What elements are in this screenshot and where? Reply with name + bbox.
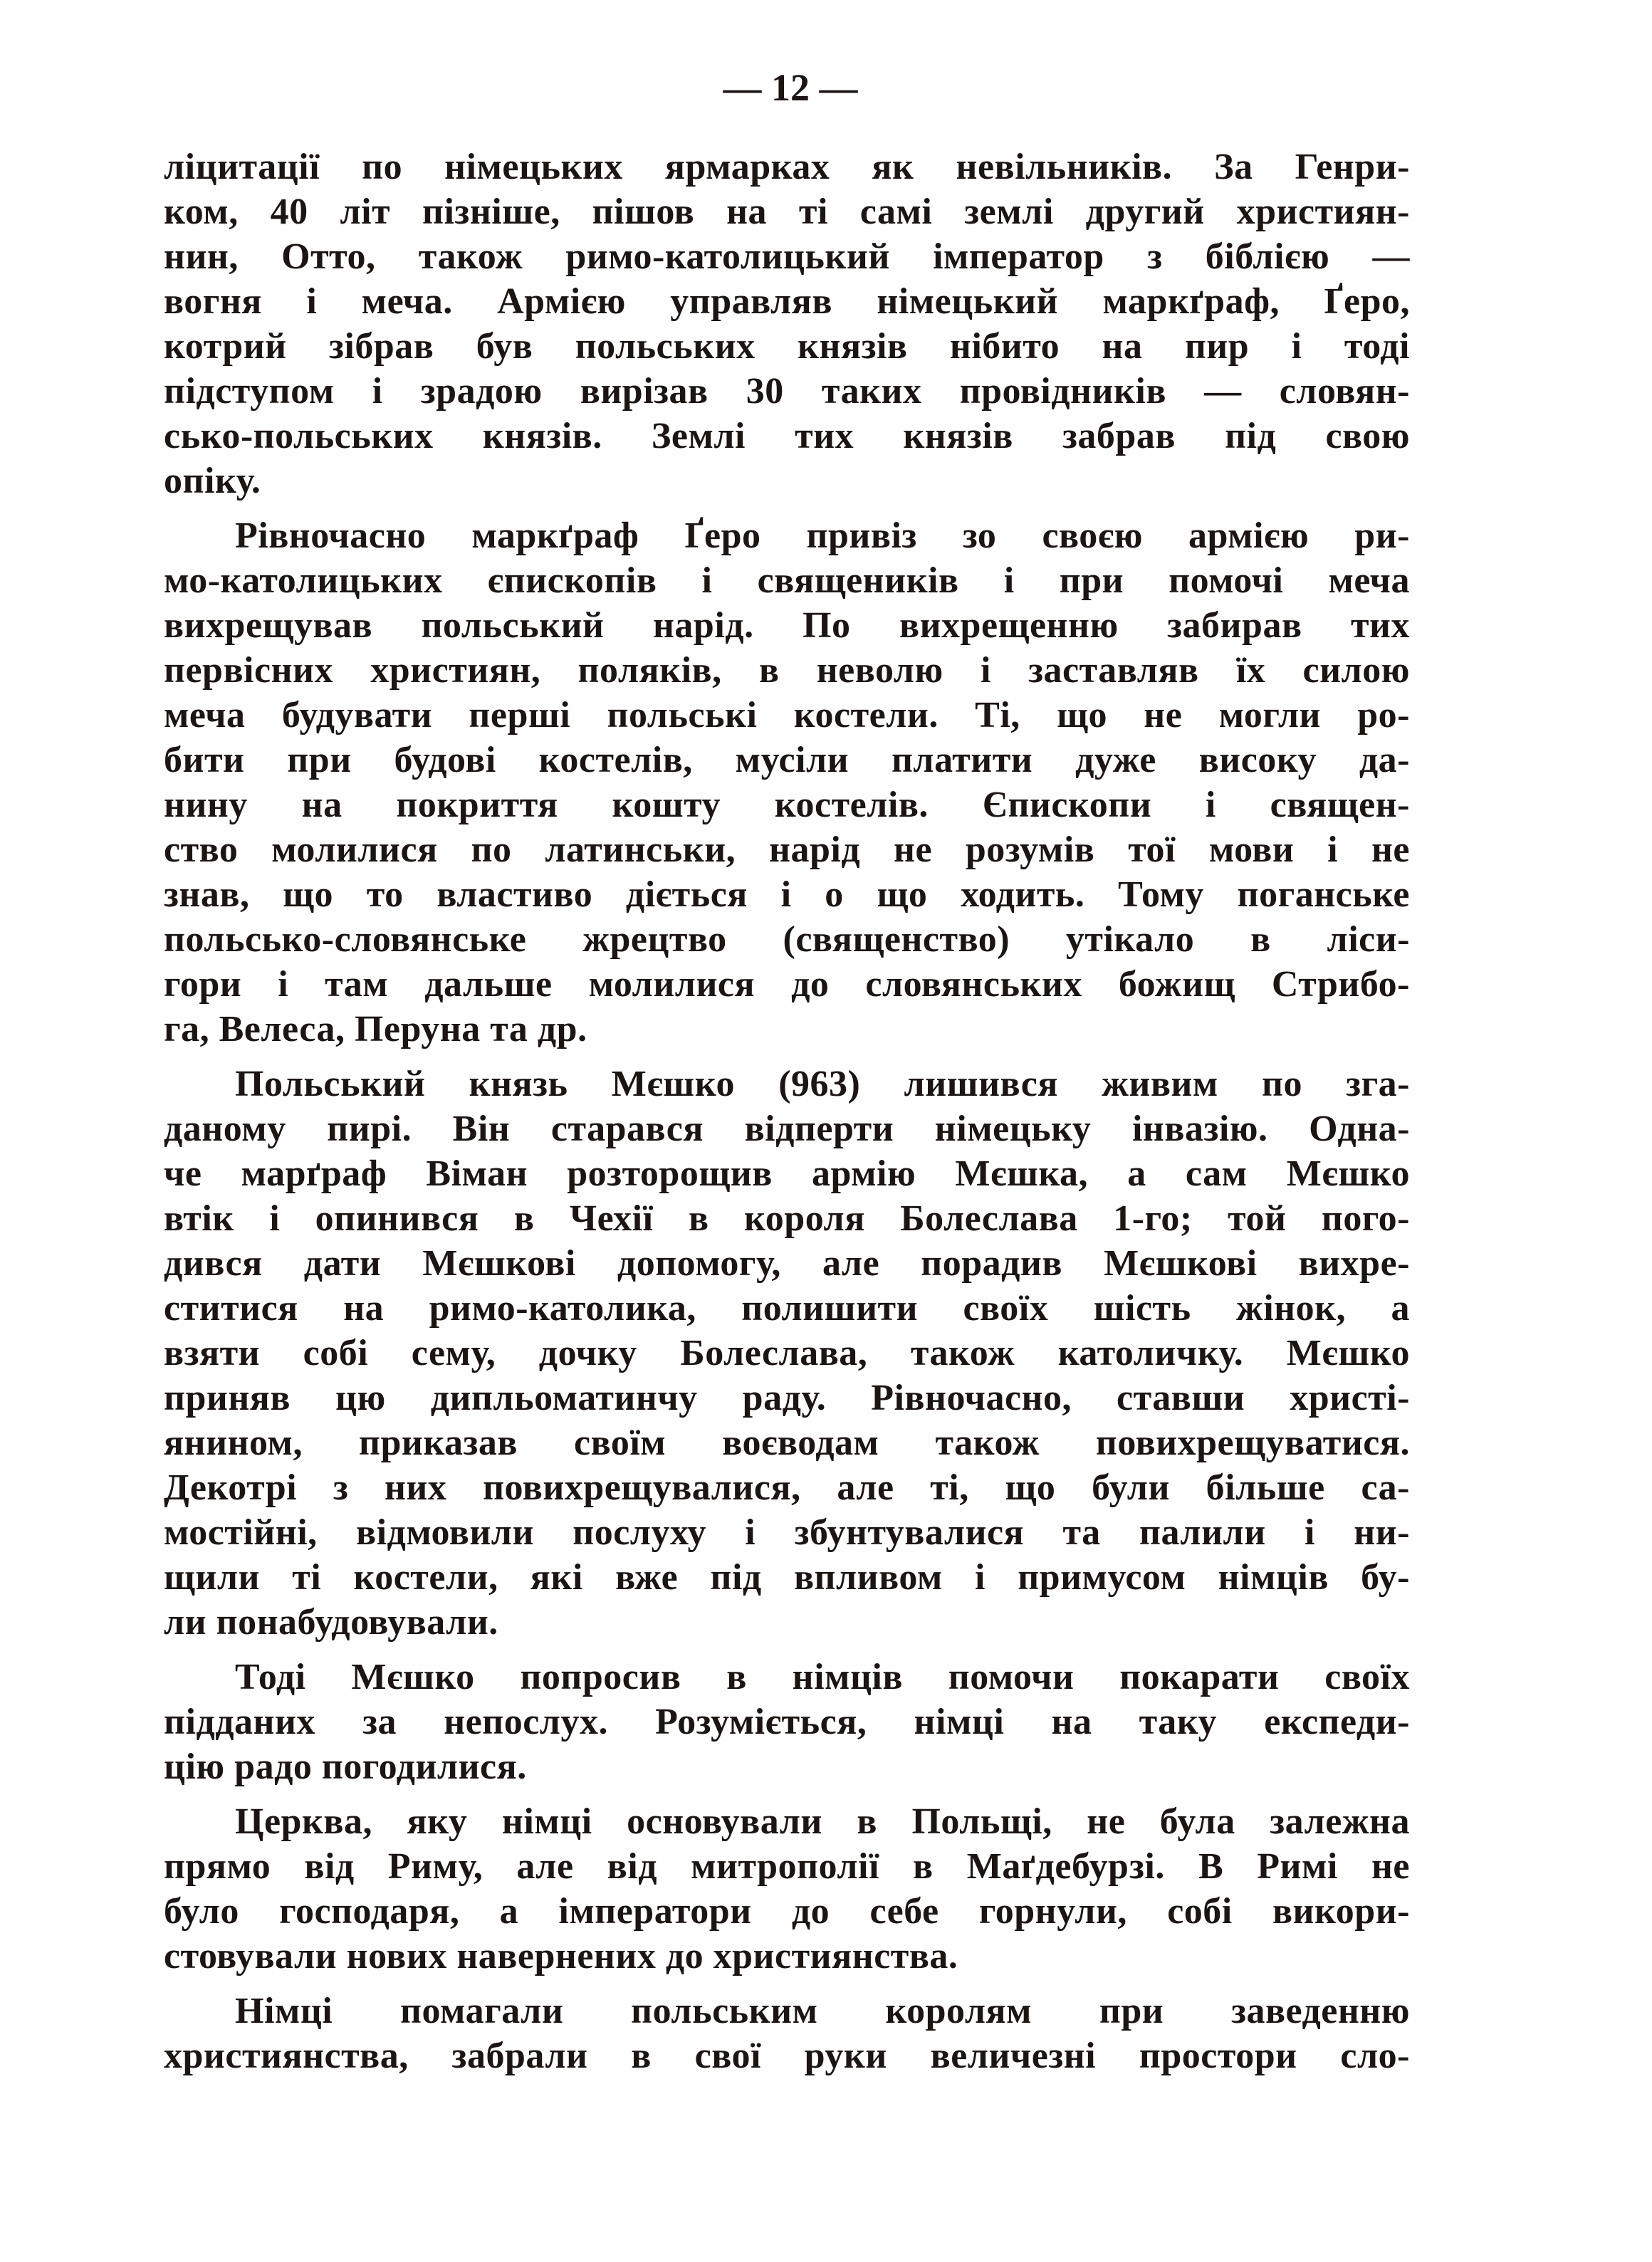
text-line: приняв цю дипльоматинчу раду. Рівночасно, ставши христі- — [164, 1378, 1410, 1418]
text-line: сько-польських князів. Землі тих князів забрав під свою — [164, 416, 1410, 456]
text-line: польсько-словянське жрецтво (священство) утікало в ліси- — [164, 919, 1410, 960]
paragraph-4 — [164, 1655, 1410, 1789]
text-line: дився дати Мєшкові допомогу, але порадив Мєшкові вихре- — [164, 1243, 1410, 1284]
text-line: підданих за непослух. Розуміється, німці на таку експеди- — [164, 1702, 1410, 1742]
text-line: було господаря, а імператори до себе горнули, собі викори- — [164, 1891, 1410, 1932]
text-line: га, Велеса, Перуна та др. — [164, 1009, 587, 1049]
text-line: Тоді Мєшко попросив в німців помочи покарати своїх — [235, 1657, 1410, 1697]
paragraph-5 — [164, 1799, 1410, 1979]
text-line: щили ті костели, які вже під впливом і примусом німців бу- — [164, 1557, 1410, 1598]
text-line: нину на покриття кошту костелів. Єпископи і священ- — [164, 785, 1410, 825]
text-line: мостійні, відмовили послуху і збунтувалися та палили і ни- — [164, 1512, 1410, 1553]
text-line: первісних християн, поляків, в неволю і заставляв їх силою — [164, 650, 1410, 691]
text-line: мо-католицьких єпископів і священиків і при помочі меча — [164, 560, 1410, 601]
text-line: бити при будові костелів, мусіли платити дуже високу да- — [164, 740, 1410, 780]
text-line: прямо від Риму, але від митрополії в Маґдебурзі. В Римі не — [164, 1846, 1410, 1887]
text-line: підступом і зрадою вирізав 30 таких провідників — словян- — [164, 371, 1410, 412]
text-line: ститися на римо-католика, полишити своїх шість жінок, а — [164, 1288, 1410, 1329]
text-line: че марґраф Віман розторощив армію Мєшка, а сам Мєшко — [164, 1153, 1410, 1194]
page-number: — 12 — — [723, 66, 858, 109]
text-line: Польський князь Мєшко (963) лишився живим по зга- — [235, 1064, 1410, 1104]
text-line: нин, Отто, також римо-католицький імператор з біблією — — [164, 236, 1410, 277]
text-line: гори і там дальше молилися до словянських божищ Стрибо- — [164, 964, 1410, 1005]
text-line: ли понабудовували. — [164, 1602, 498, 1643]
text-line: втік і опинився в Чехії в короля Болеслава 1-го; той пого- — [164, 1198, 1410, 1239]
text-line: цію радо погодилися. — [164, 1747, 527, 1787]
text-line: Рівночасно маркґраф Ґеро привіз зо своєю армією ри- — [235, 515, 1410, 556]
text-line: ство молилися по латинськи, нарід не розумів тої мови і не — [164, 829, 1410, 870]
text-line: стовували нових навернених до християнства. — [164, 1936, 958, 1976]
text-line: Німці помагали польським королям при заведенню — [235, 1991, 1410, 2031]
text-line: янином, приказав своїм воєводам також повихрещуватися. — [164, 1423, 1410, 1463]
paragraph-1 — [164, 145, 1410, 503]
text-line: Декотрі з них повихрещувалися, але ті, що були більше са- — [164, 1467, 1410, 1508]
text-line: знав, що то властиво діється і о що ходить. Тому поганське — [164, 874, 1410, 915]
text-line: вогня і меча. Армією управляв німецький маркґраф, Ґеро, — [164, 281, 1410, 322]
text-line: ком, 40 літ пізніше, пішов на ті самі землі другий християн- — [164, 192, 1410, 232]
body-text — [164, 145, 1410, 2088]
text-line: взяти собі сему, дочку Болеслава, також католичку. Мєшко — [164, 1333, 1410, 1373]
text-line: християнства, забрали в свої руки величезні простори сло- — [164, 2036, 1410, 2076]
text-line: даному пирі. Він старався відперти німецьку інвазію. Одна- — [164, 1109, 1410, 1149]
text-line: котрий зібрав був польських князів нібито на пир і тоді — [164, 326, 1410, 367]
text-line: меча будувати перші польські костели. Ті, що не могли ро- — [164, 695, 1410, 735]
text-line: ліцитації по німецьких ярмарках як невільників. За Генри- — [164, 147, 1410, 187]
paragraph-6 — [164, 1989, 1410, 2078]
text-line: вихрещував польський нарід. По вихрещенню забирав тих — [164, 605, 1410, 646]
paragraph-3 — [164, 1062, 1410, 1645]
text-line: опіку. — [164, 461, 261, 501]
paragraph-2 — [164, 513, 1410, 1052]
text-line: Церква, яку німці основували в Польщі, не була залежна — [235, 1801, 1410, 1842]
